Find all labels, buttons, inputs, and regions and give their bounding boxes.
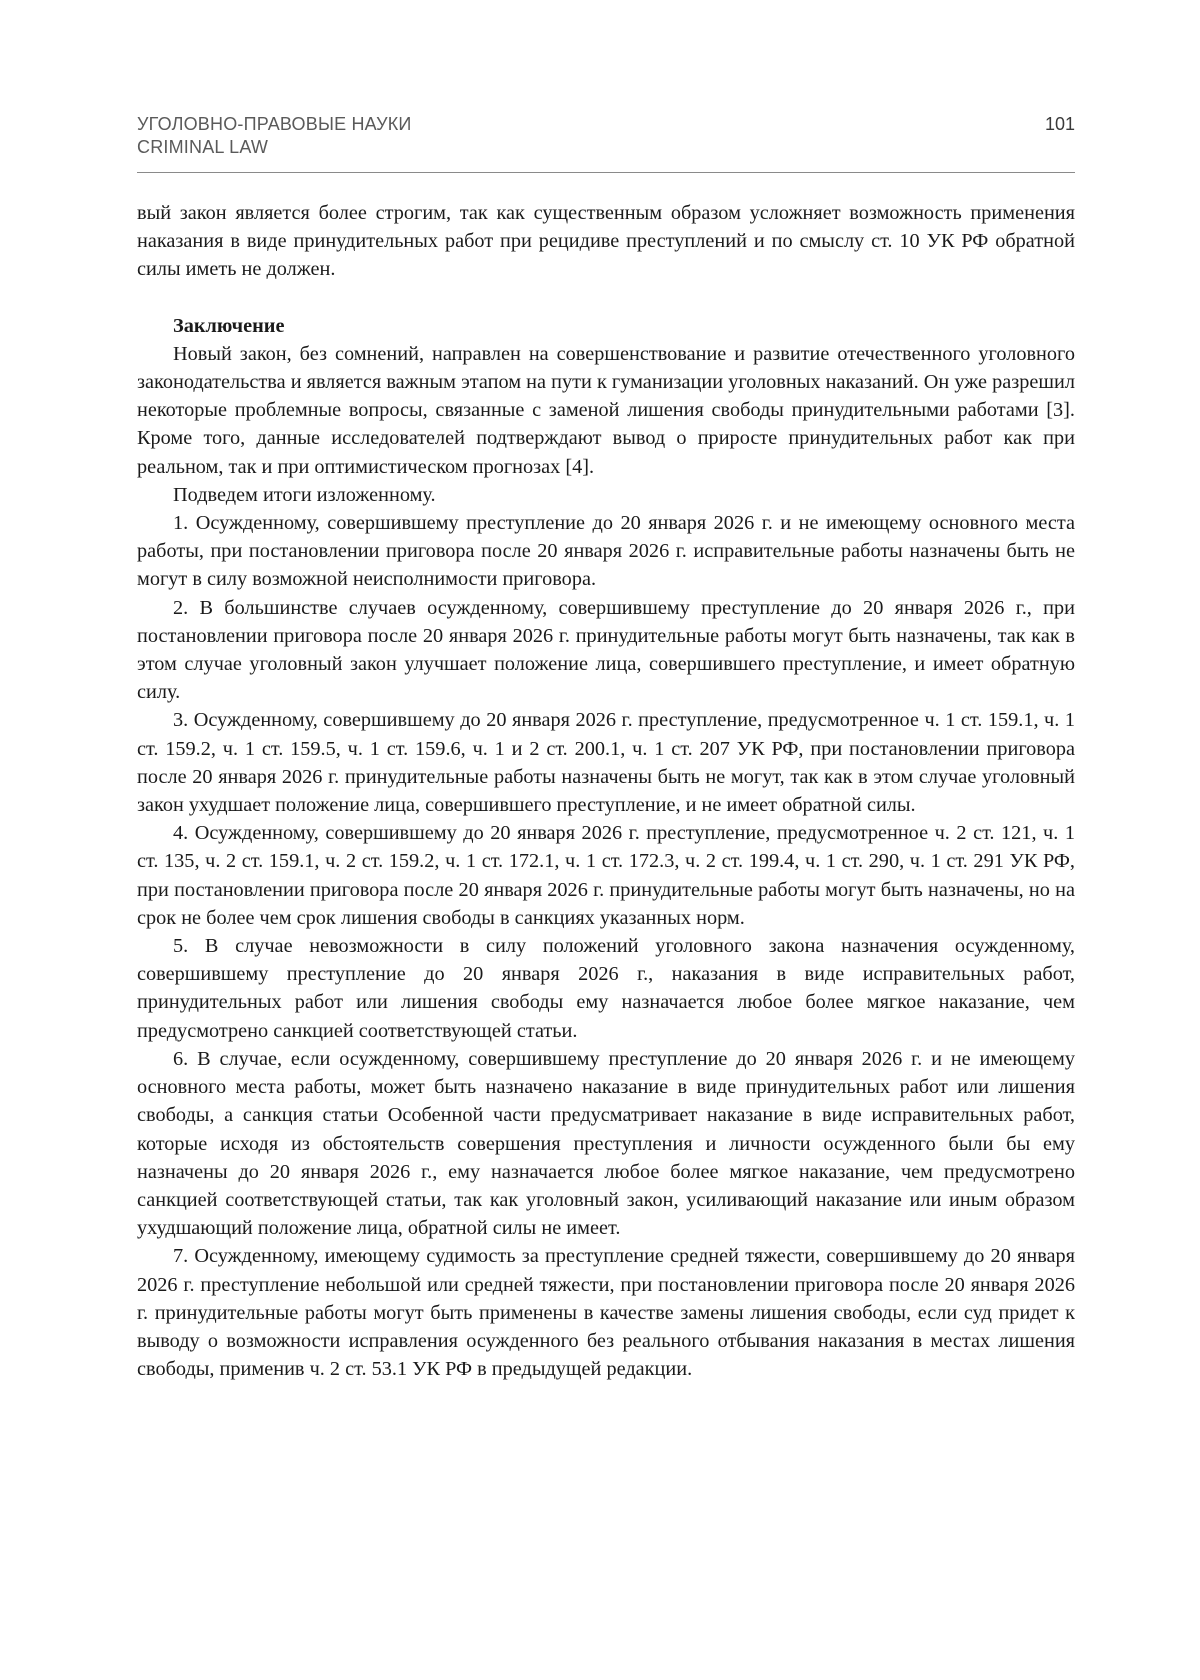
summary-item-6: 6. В случае, если осужденному, совершившему преступление до 20 января 2026 г. и не имеющему основного места работы, может быть назначено наказание в виде принудительных работ или лишения свободы, а санкция статьи Особенной части предусматривает наказание в виде исправительных работ, которые исходя из обстоятельств совершения преступления и личности осужденного были бы ему назначены до 20 января 2026 г., ему назначается любое более мягкое наказание, чем предусмотрено санкцией соответствующей статьи, так как уголовный закон, усиливающий наказание или иным образом ухудшающий положение лица, обратной силы не имеет. (137, 1047, 1075, 1240)
section-title-ru: УГОЛОВНО-ПРАВОВЫЕ НАУКИ (137, 114, 412, 134)
article-body (137, 199, 1075, 1383)
summary-item-4: 4. Осужденному, совершившему до 20 января 2026 г. преступление, предусмотренное ч. 2 ст. 121, ч. 1 ст. 135, ч. 2 ст. 159.1, ч. 2 ст. 159.2, ч. 1 ст. 172.1, ч. 1 ст. 172.3, ч. 2 ст. 199.4, ч. 1 ст. 290, ч. 1 ст. 291 УК РФ, при постановлении приговора после 20 января 2026 г. принудительные работы могут быть назначены, но на срок не более чем срок лишения свободы в санкциях указанных норм. (137, 822, 1075, 929)
summary-item-3: 3. Осужденному, совершившему до 20 января 2026 г. преступление, предусмотренное ч. 1 ст. 159.1, ч. 1 ст. 159.2, ч. 1 ст. 159.5, ч. 1 ст. 159.6, ч. 1 и 2 ст. 200.1, ч. 1 ст. 207 УК РФ, при постановлении приговора после 20 января 2026 г. принудительные работы назначены быть не могут, так как в этом случае уголовный закон ухудшает положение лица, совершившего преступление, и не имеет обратной силы. (137, 709, 1075, 817)
conclusion-heading: Заключение (173, 314, 285, 337)
summary-item-7: 7. Осужденному, имеющему судимость за преступление средней тяжести, совершившему до 20 января 2026 г. преступление небольшой или средней тяжести, при постановлении приговора после 20 января 2026 г. принудительные работы могут быть применены в качестве замены лишения свободы, если суд придет к выводу о возможности исправления осужденного без реального отбывания наказания в местах лишения свободы, применив ч. 2 ст. 53.1 УК РФ в предыдущей редакции. (137, 1245, 1075, 1381)
header-divider (137, 172, 1075, 173)
opening-paragraph: вый закон является более строгим, так как существенным образом усложняет возможность применения наказания в виде принудительных работ при рецидиве преступлений и по смыслу ст. 10 УК РФ обратной силы иметь не должен. (137, 202, 1075, 281)
running-head (137, 113, 1075, 159)
section-spacer (137, 284, 1075, 312)
section-title-en: CRIMINAL LAW (137, 137, 269, 157)
conclusion-paragraph: Новый закон, без сомнений, направлен на совершенствование и развитие отечественного уголовного законодательства и является важным этапом на пути к гуманизации уголовных наказаний. Он уже разрешил некоторые проблемные вопросы, связанные с заменой лишения свободы принудительными работами [3]. Кроме того, данные исследователей подтверждают вывод о приросте принудительных работ как при реальном, так и при оптимистическом прогнозах [4]. (137, 342, 1075, 478)
summary-intro: Подведем итоги изложенному. (173, 483, 436, 506)
summary-item-1: 1. Осужденному, совершившему преступление до 20 января 2026 г. и не имеющему основного места работы, при постановлении приговора после 20 января 2026 г. исправительные работы назначены быть не могут в силу возможной неисполнимости приговора. (137, 512, 1075, 591)
summary-item-2: 2. В большинстве случаев осужденному, совершившему преступление до 20 января 2026 г., при постановлении приговора после 20 января 2026 г. принудительные работы могут быть назначены, так как в этом случае уголовный закон улучшает положение лица, совершившего преступление, и имеет обратную силу. (137, 596, 1075, 704)
page-number: 101 (1044, 114, 1075, 134)
summary-item-5: 5. В случае невозможности в силу положений уголовного закона назначения осужденному, совершившему преступление до 20 января 2026 г., наказания в виде исправительных работ, принудительных работ или лишения свободы ему назначается любое более мягкое наказание, чем предусмотрено санкцией соответствующей статьи. (137, 935, 1075, 1042)
